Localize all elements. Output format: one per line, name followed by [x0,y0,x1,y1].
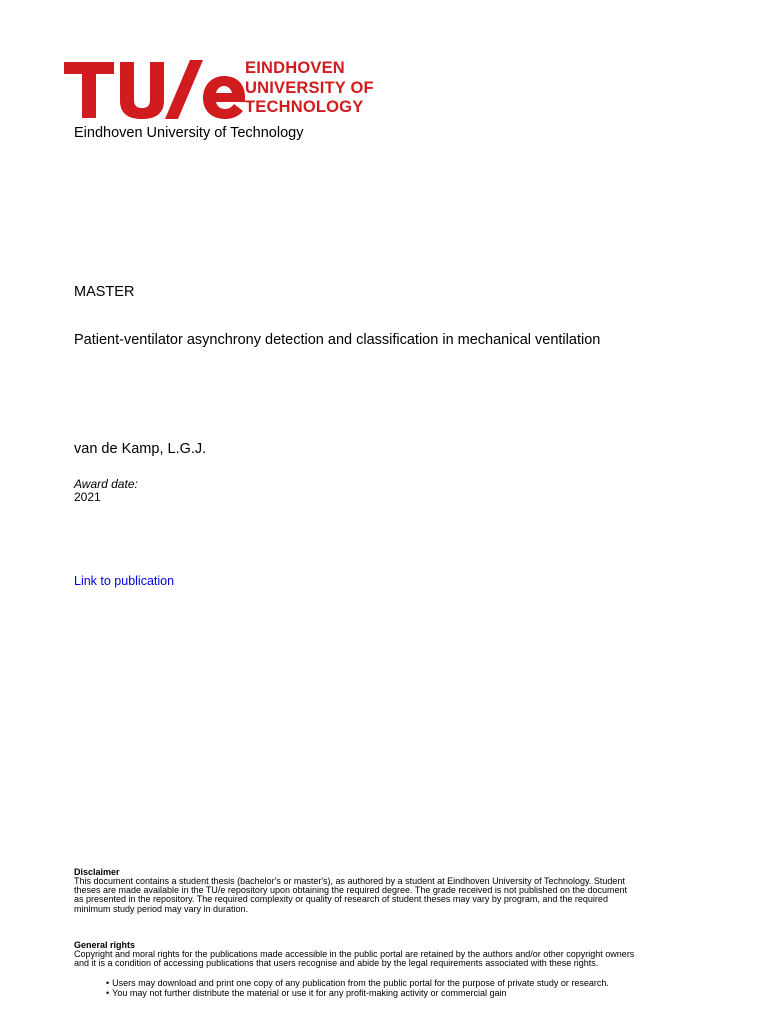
award-date-value: 2021 [74,490,101,504]
disclaimer-line: theses are made available in the TU/e repository upon obtaining the required degree. The grade received is not published on the document [74,885,628,896]
link-to-publication[interactable]: Link to publication [74,574,175,588]
disclaimer-line: This document contains a student thesis (bachelor's or master's), as authored by a student at Eindhoven University of Technology. Student [74,876,625,886]
degree-type: MASTER [74,284,135,300]
general-rights-section [74,940,734,968]
general-rights-bullet: • You may not further distribute the material or use it for any profit-making activity or commercial gain [106,989,726,999]
disclaimer-section [74,867,724,914]
general-rights-heading: General rights [74,940,136,950]
thesis-title: Patient-ventilator asynchrony detection and classification in mechanical ventilation [74,332,601,348]
tue-logo-wordmark [245,59,374,118]
general-rights-bullets [106,979,726,998]
general-rights-bullet: • Users may download and print one copy of any publication from the public portal for the purpose of private study or research. [106,979,726,989]
tue-logo-mark [64,60,245,119]
general-rights-line: Copyright and moral rights for the publications made accessible in the public portal are retained by the authors and/or other copyright owners [74,949,635,959]
general-rights-line: and it is a condition of accessing publications that users recognise and abide by the legal requirements associated with these rights. [74,958,599,969]
disclaimer-line: minimum study period may vary in duration. [74,903,249,914]
institution-name: Eindhoven University of Technology [74,125,304,141]
logo-line-eindhoven: EINDHOVEN [245,59,345,77]
award-date-label: Award date: [74,477,138,491]
logo-line-university-of: UNIVERSITY OF [245,78,374,97]
thesis-author: van de Kamp, L.G.J. [74,441,207,457]
disclaimer-heading: Disclaimer [74,867,120,877]
logo-line-technology: TECHNOLOGY [245,98,364,116]
disclaimer-line: as presented in the repository. The required complexity or quality of research of student theses may vary by program, and the required [74,894,608,905]
